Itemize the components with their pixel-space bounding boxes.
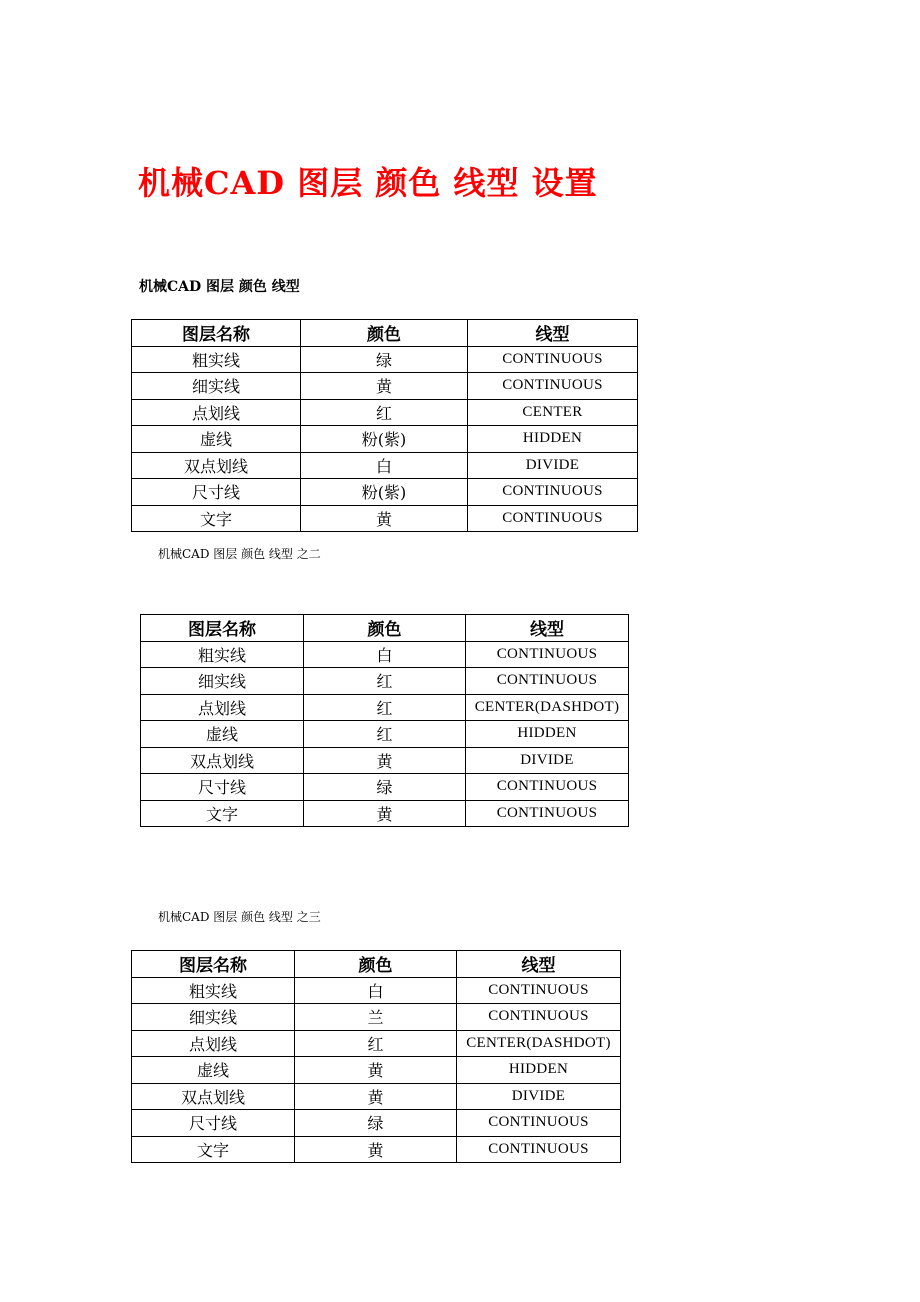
cell-linetype: CENTER(DASHDOT) <box>457 1030 621 1057</box>
cell-layer-name: 双点划线 <box>132 452 301 479</box>
table-row <box>132 346 638 373</box>
cell-linetype: DIVIDE <box>457 1083 621 1110</box>
cell-linetype: CONTINUOUS <box>457 1110 621 1137</box>
table-row <box>141 721 629 748</box>
cell-color: 黄 <box>304 747 466 774</box>
cell-layer-name: 文字 <box>132 1136 295 1163</box>
cell-color: 黄 <box>301 505 468 532</box>
header-color: 颜色 <box>304 615 466 642</box>
cell-linetype: CENTER <box>468 399 638 426</box>
cell-color: 黄 <box>295 1083 457 1110</box>
cell-linetype: CONTINUOUS <box>466 774 629 801</box>
cell-layer-name: 尺寸线 <box>132 479 301 506</box>
cell-color: 红 <box>304 721 466 748</box>
table-row <box>132 1083 621 1110</box>
header-linetype: 线型 <box>466 615 629 642</box>
header-linetype: 线型 <box>468 320 638 347</box>
cell-linetype: CONTINUOUS <box>457 1004 621 1031</box>
cell-color: 绿 <box>304 774 466 801</box>
cell-linetype: CONTINUOUS <box>468 346 638 373</box>
cell-linetype: HIDDEN <box>468 426 638 453</box>
table-row <box>141 774 629 801</box>
cell-layer-name: 点划线 <box>132 399 301 426</box>
layer-table-1 <box>131 319 638 532</box>
cell-linetype: DIVIDE <box>468 452 638 479</box>
cell-color: 黄 <box>295 1136 457 1163</box>
table-row <box>132 1057 621 1084</box>
header-layer-name: 图层名称 <box>132 951 295 978</box>
header-linetype: 线型 <box>457 951 621 978</box>
cell-layer-name: 点划线 <box>132 1030 295 1057</box>
header-color: 颜色 <box>295 951 457 978</box>
table-caption-3: 机械CAD 图层 颜色 线型 之三 <box>158 910 321 924</box>
table-row <box>132 1110 621 1137</box>
cell-color: 红 <box>304 694 466 721</box>
table-row <box>132 1030 621 1057</box>
table-row <box>132 452 638 479</box>
cell-layer-name: 粗实线 <box>132 977 295 1004</box>
cell-linetype: CONTINUOUS <box>466 641 629 668</box>
layer-table-2 <box>140 614 629 827</box>
cell-linetype: CONTINUOUS <box>468 505 638 532</box>
cell-linetype: DIVIDE <box>466 747 629 774</box>
header-color: 颜色 <box>301 320 468 347</box>
header-layer-name: 图层名称 <box>141 615 304 642</box>
cell-color: 红 <box>304 668 466 695</box>
cell-layer-name: 尺寸线 <box>141 774 304 801</box>
cell-linetype: CONTINUOUS <box>466 800 629 827</box>
table-caption-2: 机械CAD 图层 颜色 线型 之二 <box>158 547 321 561</box>
table-header-row <box>141 615 629 642</box>
cell-layer-name: 粗实线 <box>141 641 304 668</box>
cell-linetype: CONTINUOUS <box>457 1136 621 1163</box>
cell-color: 白 <box>295 977 457 1004</box>
table-row <box>132 479 638 506</box>
cell-color: 黄 <box>295 1057 457 1084</box>
cell-color: 兰 <box>295 1004 457 1031</box>
table-row <box>132 399 638 426</box>
cell-linetype: HIDDEN <box>457 1057 621 1084</box>
cell-layer-name: 尺寸线 <box>132 1110 295 1137</box>
cell-layer-name: 细实线 <box>141 668 304 695</box>
table-caption-1: 机械CAD 图层 颜色 线型 <box>139 279 300 295</box>
table-row <box>132 977 621 1004</box>
cell-layer-name: 双点划线 <box>132 1083 295 1110</box>
cell-color: 红 <box>301 399 468 426</box>
table-row <box>141 694 629 721</box>
cell-linetype: HIDDEN <box>466 721 629 748</box>
cell-layer-name: 虚线 <box>132 1057 295 1084</box>
layer-table-3 <box>131 950 621 1163</box>
table-row <box>132 1136 621 1163</box>
header-layer-name: 图层名称 <box>132 320 301 347</box>
table-row <box>132 426 638 453</box>
cell-color: 红 <box>295 1030 457 1057</box>
table-row <box>132 373 638 400</box>
cell-layer-name: 细实线 <box>132 1004 295 1031</box>
cell-color: 绿 <box>295 1110 457 1137</box>
cell-color: 粉(紫) <box>301 479 468 506</box>
cell-color: 粉(紫) <box>301 426 468 453</box>
cell-color: 白 <box>301 452 468 479</box>
table-header-row <box>132 951 621 978</box>
table-row <box>141 668 629 695</box>
cell-linetype: CONTINUOUS <box>457 977 621 1004</box>
cell-layer-name: 粗实线 <box>132 346 301 373</box>
table-row <box>132 1004 621 1031</box>
cell-layer-name: 点划线 <box>141 694 304 721</box>
table-header-row <box>132 320 638 347</box>
cell-linetype: CONTINUOUS <box>468 479 638 506</box>
cell-layer-name: 虚线 <box>141 721 304 748</box>
cell-color: 黄 <box>304 800 466 827</box>
cell-color: 黄 <box>301 373 468 400</box>
cell-color: 绿 <box>301 346 468 373</box>
table-row <box>141 641 629 668</box>
cell-color: 白 <box>304 641 466 668</box>
cell-layer-name: 文字 <box>132 505 301 532</box>
table-row <box>141 747 629 774</box>
page-title: 机械CAD 图层 颜色 线型 设置 <box>138 164 598 202</box>
cell-layer-name: 文字 <box>141 800 304 827</box>
table-row <box>132 505 638 532</box>
cell-linetype: CONTINUOUS <box>466 668 629 695</box>
cell-layer-name: 虚线 <box>132 426 301 453</box>
cell-layer-name: 双点划线 <box>141 747 304 774</box>
cell-linetype: CONTINUOUS <box>468 373 638 400</box>
cell-layer-name: 细实线 <box>132 373 301 400</box>
table-row <box>141 800 629 827</box>
cell-linetype: CENTER(DASHDOT) <box>466 694 629 721</box>
